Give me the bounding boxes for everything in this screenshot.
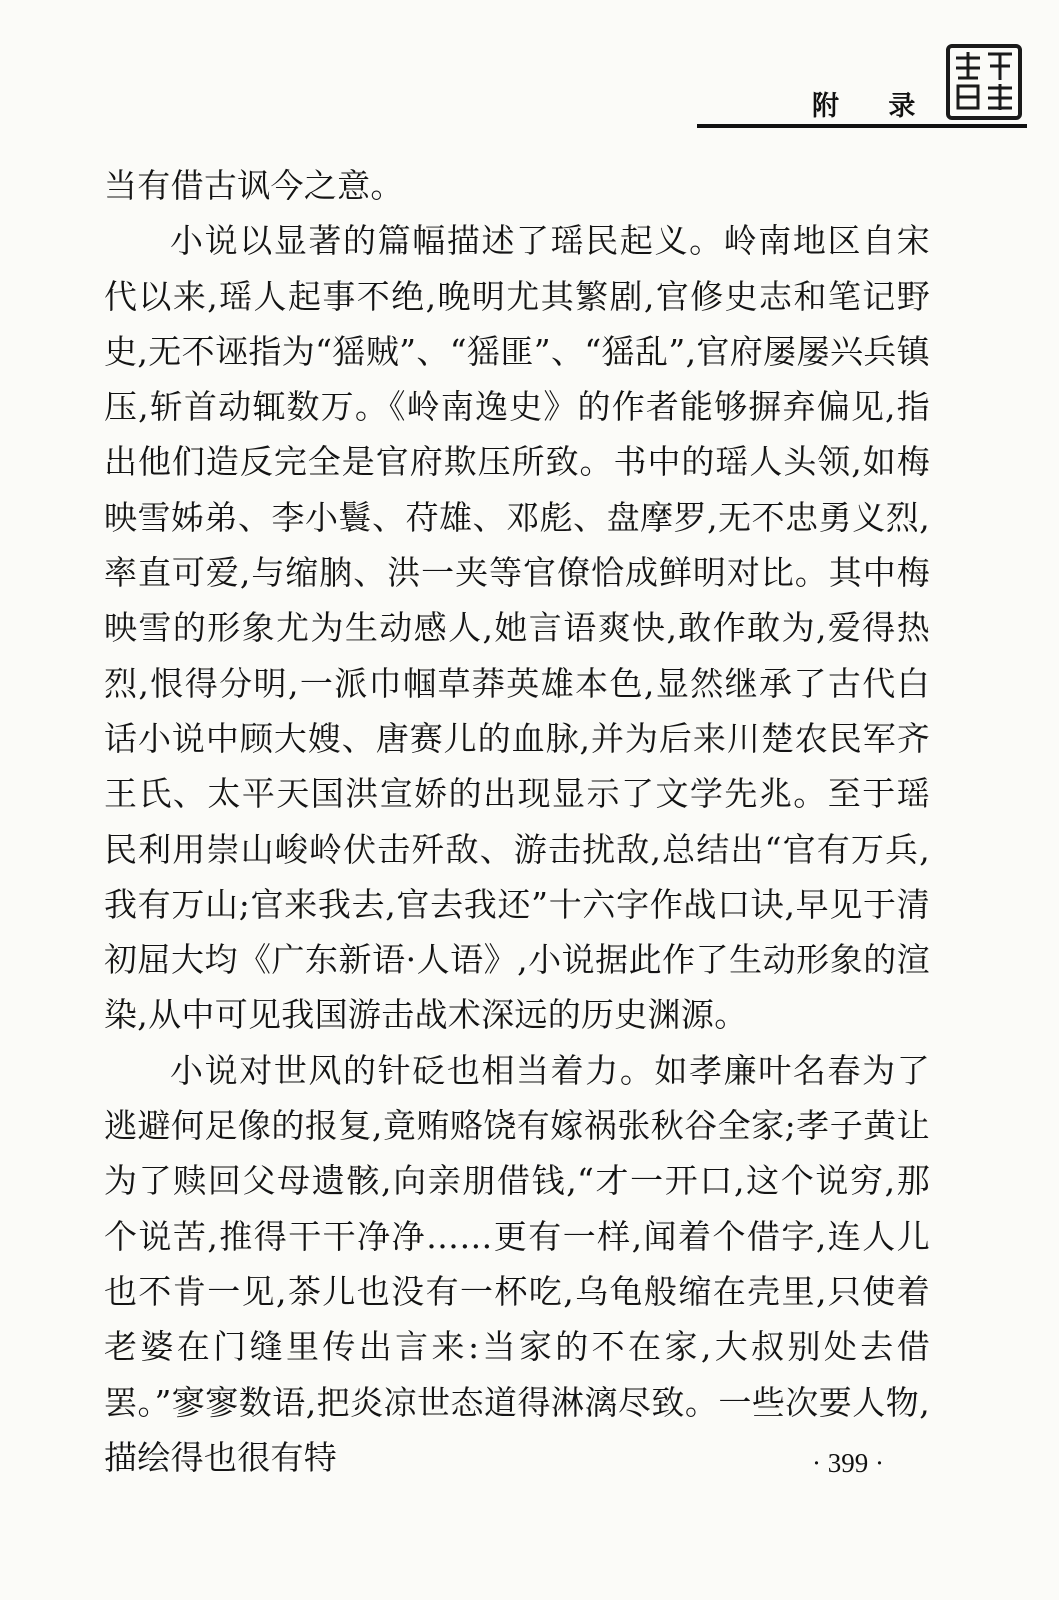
paragraph-continued: 当有借古讽今之意。 (104, 166, 404, 205)
header-rule (697, 124, 1027, 128)
seal-logo (946, 44, 1022, 120)
seal-glyph-icon (950, 48, 1018, 116)
paragraph-social-critique: 小说对世风的针砭也相当着力。如孝廉叶名春为了逃避何足像的报复,竟贿赂饶有嫁祸张秋谷全家;孝子黄让为了赎回父母遗骸,向亲朋借钱,“才一开口,这个说穷,那个说苦,推得干干净净……更有一样,闻着个借字,连人儿也不肯一见,茶儿也没有一杯吃,乌龟般缩在壳里,只使着老婆在门缝里传出言来:当家的不在家,大叔别处去借罢。”寥寥数语,把炎凉世态道得淋漓尽致。一些次要人物,描绘得也很有特 (104, 1050, 930, 1477)
page-number: · 399 · (812, 1448, 884, 1478)
body-text (104, 158, 930, 1485)
running-header: 附 录 (812, 91, 936, 122)
paragraph-yao-uprising: 小说以显著的篇幅描述了瑶民起义。岭南地区自宋代以来,瑶人起事不绝,晚明尤其繁剧,官修史志和笔记野史,无不诬指为“猺贼”、“猺匪”、“猺乱”,官府屡屡兴兵镇压,斩首动辄数万。《岭南逸史》的作者能够摒弃偏见,指出他们造反完全是官府欺压所致。书中的瑶人头领,如梅映雪姊弟、李小鬟、苻雄、邓彪、盘摩罗,无不忠勇义烈,率直可爱,与缩朒、洪一夹等官僚恰成鲜明对比。其中梅映雪的形象尤为生动感人,她言语爽快,敢作敢为,爱得热烈,恨得分明,一派巾帼草莽英雄本色,显然继承了古代白话小说中顾大嫂、唐赛儿的血脉,并为后来川楚农民军齐王氏、太平天国洪宣娇的出现显示了文学先兆。至于瑶民利用崇山峻岭伏击歼敌、游击扰敌,总结出“官有万兵,我有万山;官来我去,官去我还”十六字作战口诀,早见于清初屈大均《广东新语·人语》,小说据此作了生动形象的渲染,从中可见我国游击战术深远的历史渊源。 (104, 221, 930, 1035)
